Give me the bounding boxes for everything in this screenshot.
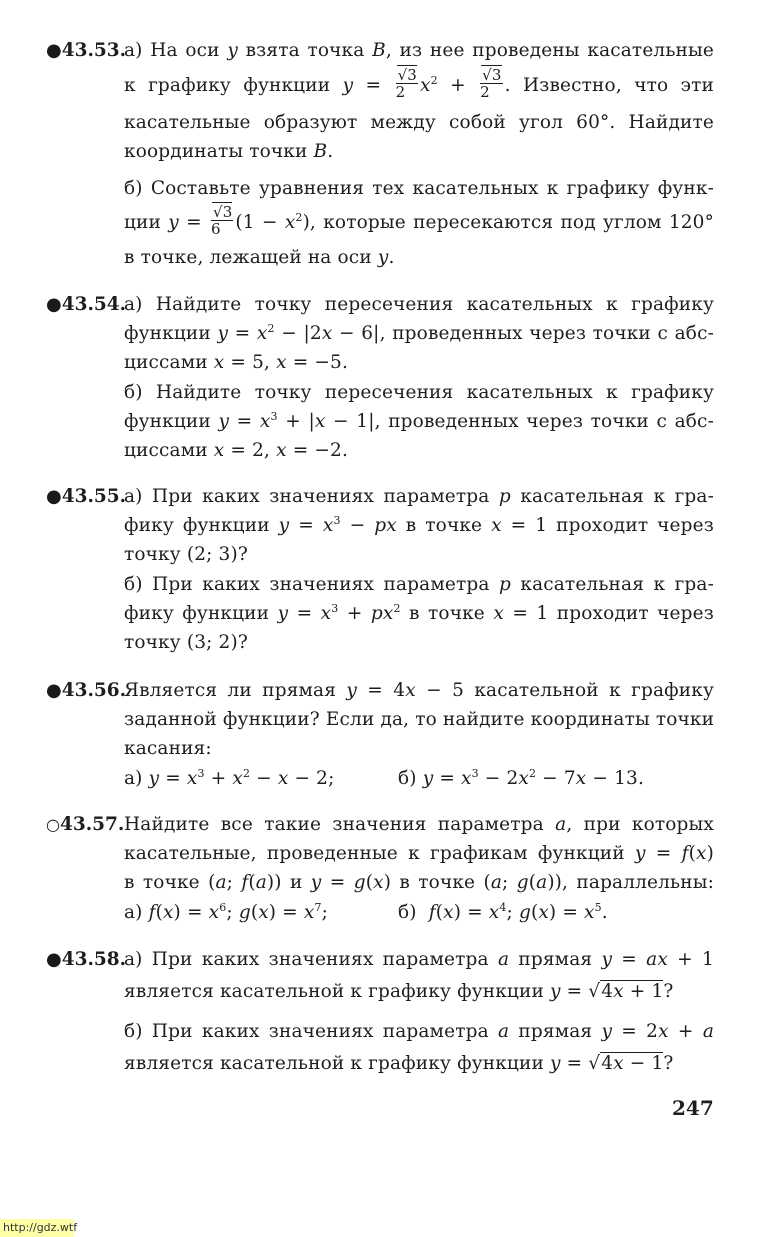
problem-text-line: а) $f(x) = x^6$; $g(x) = x^7$; (124, 900, 329, 923)
problem-text-line: функции $y = x^3 + |x - 1|$, проведенных через точки с абс- (124, 409, 714, 432)
difficulty-marker-hollow-icon: ○ (46, 815, 60, 834)
problem-text-line: касательные образуют между собой угол 60°. Найдите (124, 112, 714, 133)
problem-text-line: координаты точки B. (124, 141, 334, 162)
problem-number: ●43.56. (46, 680, 127, 701)
problem-text-line: к графику функции y = $\frac{√3}{2}$ $x^2$ + $\frac{√3}{2}$ . Известно, что эти (124, 65, 715, 101)
difficulty-marker-filled-icon: ● (46, 294, 62, 315)
problem-text-line: а) При каких значениях параметра a прямая y = ax + 1 (124, 949, 714, 970)
problem-text-line: б) При каких значениях параметра p касательная к гра- (124, 574, 714, 595)
problem-text-line: Найдите все такие значения параметра a, при которых (124, 814, 714, 835)
problem-text-line: касания: (124, 738, 212, 759)
problem-text-line: в точке, лежащей на оси y. (124, 247, 395, 268)
difficulty-marker-filled-icon: ● (46, 949, 62, 970)
page-number: 247 (672, 1096, 714, 1120)
problem-text-line: б) $f(x) = x^4$; $g(x) = x^5$. (398, 900, 608, 923)
problem-text-line: а) Найдите точку пересечения касательных к графику (124, 294, 714, 315)
problem-text-line: точку (2; 3)? (124, 544, 248, 565)
problem-text-line: является касательной к графику функции y = √4x + 1? (124, 981, 674, 1002)
problem-text-line: а) $y = x^3 + x^2 - x - 2$; (124, 766, 335, 789)
problem-number: ○43.57. (46, 814, 125, 835)
problem-text-line: а) При каких значениях параметра p касательная к гра- (124, 486, 714, 507)
problem-text-line: в точке (a; f(a)) и y = g(x) в точке (a; g(a)), параллельны: (124, 872, 715, 893)
problem-text-line: циссами x = 2, x = −2. (124, 440, 348, 461)
problem-text-line: точку (3; 2)? (124, 632, 248, 653)
problem-number: ●43.53. (46, 40, 127, 61)
problem-text-line: б) Найдите точку пересечения касательных к графику (124, 382, 714, 403)
problem-text-line: б) Составьте уравнения тех касательных к графику функ- (124, 178, 714, 199)
problem-text-line: является касательной к графику функции y = √4x − 1? (124, 1053, 674, 1074)
problem-text-line: фику функции $y = x^3$ − px в точке x = 1 проходит через (124, 513, 714, 536)
problem-text-line: касательные, проведенные к графикам функций y = f(x) (124, 843, 714, 864)
problem-number: ●43.58. (46, 949, 127, 970)
problem-text-line: Является ли прямая y = 4x − 5 касательной к графику (124, 680, 714, 701)
problem-text-line: ции y = $\frac{√3}{6}$ $(1 - x^2)$, которые пересекаются под углом 120° (124, 202, 714, 238)
problem-number: ●43.55. (46, 486, 127, 507)
difficulty-marker-filled-icon: ● (46, 680, 62, 701)
problem-text-line: б) При каких значениях параметра a прямая y = 2x + a (124, 1021, 714, 1042)
difficulty-marker-filled-icon: ● (46, 486, 62, 507)
problem-text-line: заданной функции? Если да, то найдите координаты точки (124, 709, 715, 730)
problem-text-line: циссами x = 5, x = −5. (124, 352, 348, 373)
difficulty-marker-filled-icon: ● (46, 40, 62, 61)
problem-text-line: функции $y = x^2 - |2x - 6|$, проведенных через точки с абс- (124, 321, 714, 344)
problem-text-line: фику функции $y = x^3 + px^2$ в точке x = 1 проходит через (124, 601, 714, 624)
problem-number: ●43.54. (46, 294, 127, 315)
problem-text-line: а) На оси y взята точка B, из нее проведены касательные (124, 40, 714, 61)
problem-text-line: б) $y = x^3 - 2x^2 - 7x - 13$. (398, 766, 644, 789)
watermark: http://gdz.wtf (0, 1219, 74, 1237)
